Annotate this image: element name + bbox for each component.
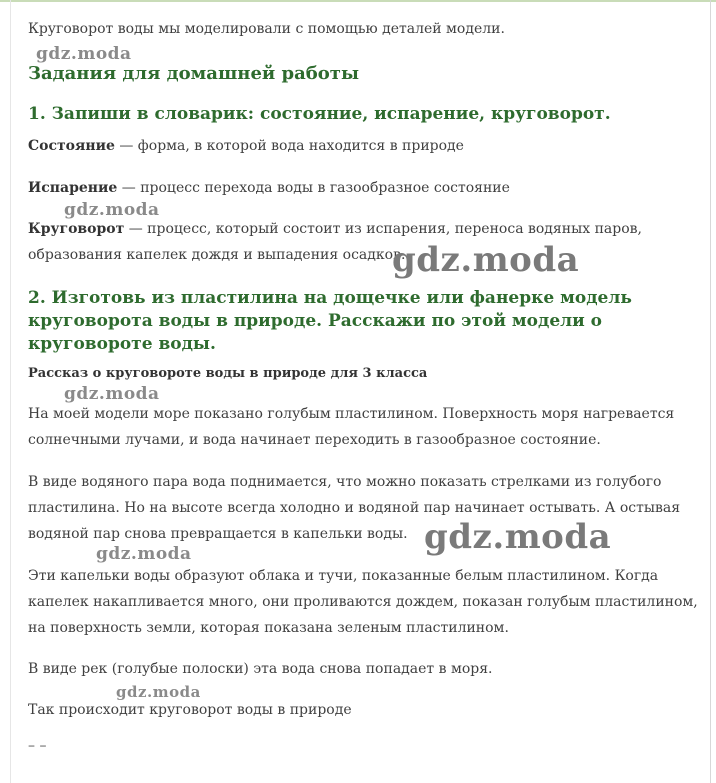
homework-heading: Задания для домашней работы — [28, 63, 359, 84]
definition-evaporation-text: — процесс перехода воды в газообразное состояние — [117, 180, 510, 196]
story-p2-line3: водяной пар снова превращается в капельки воды. — [28, 526, 408, 542]
watermark: gdz.moda — [116, 683, 201, 701]
left-border — [10, 0, 11, 783]
definition-cycle-text: — процесс, который состоит из испарения, переноса водяных паров, — [124, 221, 642, 237]
story-subheading: Рассказ о круговороте воды в природе для 3 класса — [28, 366, 428, 381]
story-p3-line1: Эти капельки воды образуют облака и тучи, показанные белым пластилином. Когда — [28, 568, 659, 584]
watermark: gdz.moda — [424, 517, 612, 557]
watermark: gdz.moda — [392, 240, 580, 280]
story-p3-line3: на поверхность земли, которая показана зеленым пластилином. — [28, 620, 509, 636]
story-p3-line2: капелек накапливается много, они проливаются дождем, показан голубым пластилином, — [28, 594, 698, 610]
task2-title-line3: круговороте воды. — [28, 334, 216, 354]
story-p1-line2: солнечными лучами, и вода начинает переходить в газообразное состояние. — [28, 432, 601, 448]
intro-text: Круговорот воды мы моделировали с помощью деталей модели. — [28, 21, 505, 37]
term-state: Состояние — [28, 138, 115, 154]
watermark: gdz.moda — [96, 544, 192, 564]
task2-title-line2: круговорота воды в природе. Расскажи по этой модели о — [28, 311, 603, 331]
definition-state-text: — форма, в которой вода находится в природе — [114, 138, 464, 154]
story-p4: В виде рек (голубые полоски) эта вода снова попадает в моря. — [28, 661, 493, 677]
top-border — [0, 0, 716, 2]
definition-cycle-line2: образования капелек дождя и выпадения осадков. — [28, 247, 406, 263]
task1-title: 1. Запиши в словарик: состояние, испарение, круговорот. — [28, 104, 611, 124]
task2-title-line1: 2. Изготовь из пластилина на дощечке или фанерке модель — [28, 288, 632, 308]
watermark: gdz.moda — [64, 384, 160, 404]
watermark: gdz.moda — [36, 44, 132, 64]
story-p1-line1: На моей модели море показано голубым пластилином. Поверхность моря нагревается — [28, 406, 675, 422]
term-evaporation: Испарение — [28, 180, 118, 196]
story-p5: Так происходит круговорот воды в природе — [28, 702, 352, 718]
story-p2-line1: В виде водяного пара вода поднимается, что можно показать стрелками из голубого — [28, 474, 662, 490]
trailing-dashes: – – — [28, 738, 47, 754]
story-p2-line2: пластилина. Но на высоте всегда холодно и водяной пар начинает остывать. А остывая — [28, 500, 681, 516]
right-border — [710, 0, 711, 783]
definition-evaporation — [28, 175, 510, 201]
term-cycle: Круговорот — [28, 221, 125, 237]
definition-state — [28, 133, 464, 159]
watermark: gdz.moda — [64, 200, 160, 220]
